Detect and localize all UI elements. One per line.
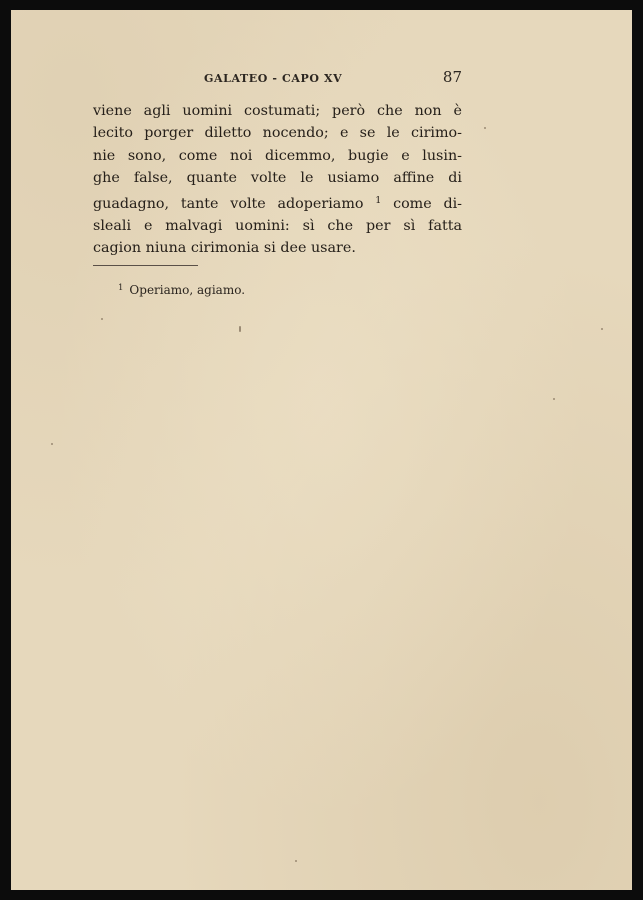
page-number: 87 — [442, 68, 462, 86]
paper-speck — [101, 318, 103, 320]
footnote — [118, 283, 245, 297]
footnote-marker: 1 — [118, 283, 124, 293]
paper-speck — [295, 860, 297, 862]
text-segment: guadagno, tante volte adoperiamo — [93, 195, 364, 212]
footnote-text: Operiamo, agiamo. — [129, 283, 246, 297]
paper-speck — [239, 326, 241, 332]
text-line: viene agli uomini costumati; però che non è — [93, 103, 462, 119]
text-line: ghe false, quante volte le usiamo affine di — [93, 170, 462, 187]
page-header — [91, 68, 462, 90]
paper-speck — [553, 398, 555, 400]
paper-speck — [484, 127, 486, 129]
text-line: lecito porger diletto nocendo; e se le cirimo- — [93, 125, 462, 142]
footnote-rule — [93, 265, 198, 266]
paper-speck — [601, 328, 603, 330]
body-paragraph — [93, 100, 462, 260]
paper-speck — [51, 443, 53, 445]
text-line-with-note — [93, 190, 462, 215]
footnote-reference: 1 — [375, 194, 382, 206]
text-line: cagion niuna cirimonia si dee usare. — [93, 240, 356, 257]
text-line: nie sono, come noi dicemmo, bugie e lusin- — [93, 147, 462, 164]
running-title: GALATEO - CAPO XV — [204, 72, 343, 85]
text-line: sleali e malvagi uomini: sì che per sì fatta — [93, 218, 462, 235]
book-page — [11, 10, 632, 890]
text-segment: come di- — [393, 195, 463, 212]
